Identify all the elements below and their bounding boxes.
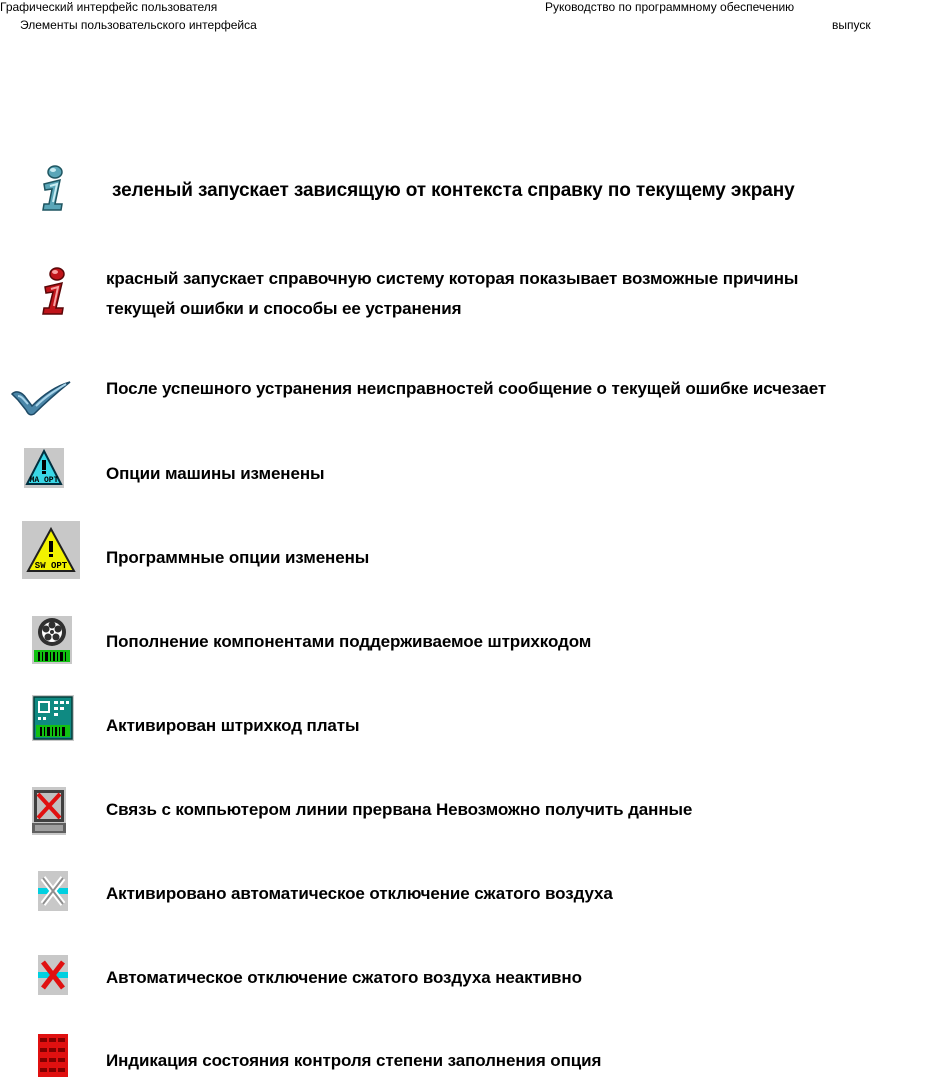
board-barcode-icon <box>32 695 74 741</box>
legend-text-line2: текущей ошибки и способы ее устранения <box>106 299 462 318</box>
legend-text: Пополнение компонентами поддерживаемое штрихкодом <box>106 632 592 651</box>
header-right-line1: Руководство по программному обеспечению <box>545 0 795 14</box>
sw-opt-label: SW OPT <box>34 561 68 571</box>
header-left-line1: Графический интерфейс пользователя <box>0 0 218 14</box>
warning-machine-options-icon <box>24 448 64 488</box>
legend-text <box>106 264 798 324</box>
computer-link-broken-icon <box>32 787 66 835</box>
air-shutoff-active-icon <box>38 871 68 911</box>
legend-text: зеленый запускает зависящую от контекста справку по текущему экрану <box>112 180 795 201</box>
info-red-icon <box>38 266 70 318</box>
legend-text: Автоматическое отключение сжатого воздуха неактивно <box>106 968 582 987</box>
legend-text: Активирован штрихкод платы <box>106 716 360 735</box>
ma-opt-label: MA OPT <box>29 476 59 485</box>
reel-barcode-icon <box>32 616 72 664</box>
warning-software-options-icon <box>22 521 80 579</box>
checkmark-icon <box>10 376 72 416</box>
air-shutoff-inactive-icon <box>38 955 68 995</box>
header-left-line2: Элементы пользовательского интерфейса <box>20 18 257 32</box>
fill-level-icon <box>38 1034 68 1077</box>
legend-text: Опции машины изменены <box>106 464 325 483</box>
legend-text: После успешного устранения неисправностей сообщение о текущей ошибке исчезает <box>106 379 827 398</box>
legend-text: Связь с компьютером линии прервана Невозможно получить данные <box>106 800 693 819</box>
legend-text-line1: красный запускает справочную систему которая показывает возможные причины <box>106 269 799 288</box>
legend-text: Индикация состояния контроля степени заполнения опция <box>106 1051 602 1070</box>
info-green-icon <box>38 164 68 214</box>
legend-text: Активировано автоматическое отключение сжатого воздуха <box>106 884 613 903</box>
legend-text: Программные опции изменены <box>106 548 370 567</box>
header-right-line2: выпуск <box>832 18 871 32</box>
